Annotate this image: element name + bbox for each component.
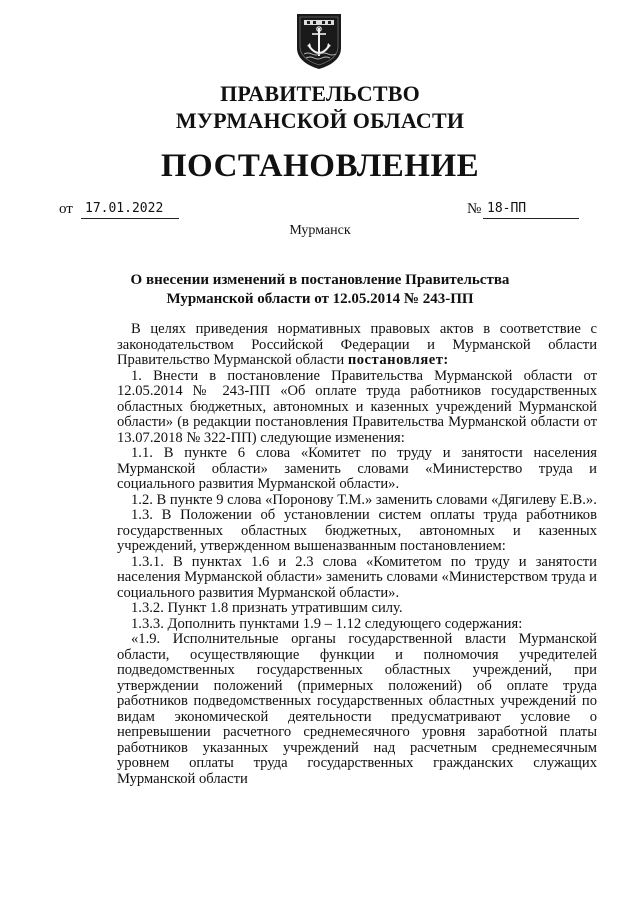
paragraph-1-3-1: 1.3.1. В пунктах 1.6 и 2.3 слова «Комитетом по труду и занятости населения Мурманской области» заменить словами «Министерством труда и социального развития Мурманской области». <box>117 553 597 601</box>
date-value: 17.01.2022 <box>81 200 179 219</box>
preamble-paragraph <box>117 322 597 369</box>
date-label: от <box>59 201 73 217</box>
paragraph-1-2: 1.2. В пункте 9 слова «Поронову Т.М.» заменить словами «Дягилеву Е.В.». <box>131 491 597 508</box>
organization-name <box>0 80 640 134</box>
date-number-line <box>59 200 581 220</box>
paragraph-1: 1. Внести в постановление Правительства Мурманской области от 12.05.2014 № 243-ПП «Об оплате труда работников государственных областных бюджетных, автономных и казенных учреждений Мурманской области» (в редакции постановления Правительства Мурманской области от 13.07.2018 № 322-ПП) следующие изменения: <box>117 367 597 446</box>
paragraph-1-3-2: 1.3.2. Пункт 1.8 признать утратившим силу. <box>131 600 403 616</box>
paragraph-1-3: 1.3. В Положении об установлении систем оплаты труда работников государственных областных бюджетных, автономных и казенных учреждений, утвержденном вышеназванным постановлением: <box>117 507 597 554</box>
resolves-keyword: постановляет: <box>347 352 449 368</box>
paragraph-1-1: 1.1. В пункте 6 слова «Комитет по труду и занятости населения Мурманской области» заменить словами «Министерство труда и социального развития Мурманской области». <box>117 445 597 492</box>
coat-of-arms-icon <box>295 12 343 70</box>
number-value: 18-ПП <box>483 200 579 219</box>
number-label: № <box>467 201 482 217</box>
subject-line-1: О внесении изменений в постановление Правительства <box>130 272 510 288</box>
organization-line-1: ПРАВИТЕЛЬСТВО <box>220 81 420 106</box>
document-body <box>117 322 597 787</box>
paragraph-1-9: «1.9. Исполнительные органы государственной власти Мурманской области, осуществляющие функции и полномочия учредителей подведомственных государственных областных учреждений, при утверждении положений (примерных положений) об оплате труда работников подведомственных государственных областных учреждений по видам экономической деятельности предусматривают условие о непревышении расчетного среднемесячного уровня заработной платы работников указанных учреждений над расчетным среднемесячным уровнем оплаты труда государственных гражданских служащих Мурманской области <box>117 631 597 787</box>
city-name: Мурманск <box>289 223 351 238</box>
document-subject <box>0 271 640 309</box>
document-type-heading: ПОСТАНОВЛЕНИЕ <box>160 148 480 184</box>
organization-line-2: МУРМАНСКОЙ ОБЛАСТИ <box>175 108 465 133</box>
preamble-text: В целях приведения нормативных правовых актов в соответствие с законодательством Российской Федерации и Мурманской области Правительство Мурманской области <box>117 321 597 368</box>
subject-line-2: Мурманской области от 12.05.2014 № 243-ПП <box>166 291 474 307</box>
paragraph-1-3-3: 1.3.3. Дополнить пунктами 1.9 – 1.12 следующего содержания: <box>131 615 523 632</box>
